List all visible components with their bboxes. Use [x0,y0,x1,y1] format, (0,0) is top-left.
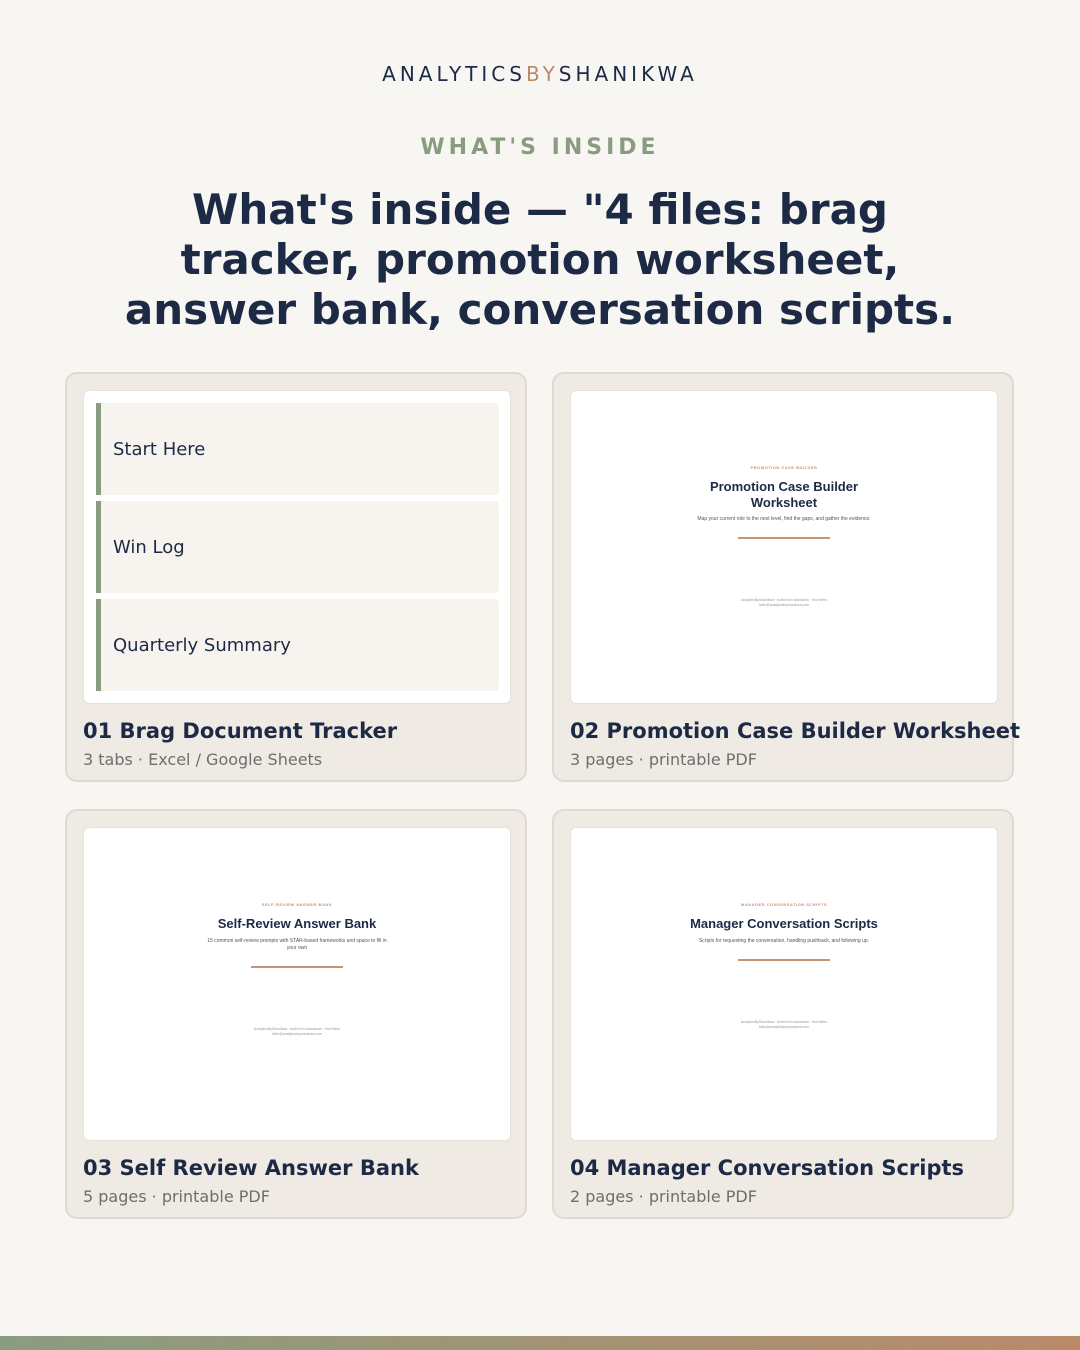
doc-eyebrow: SELF-REVIEW ANSWER BANK [261,902,333,907]
file-card-promotion-worksheet[interactable] [552,372,1021,782]
doc-title-line1: Self-Review Answer Bank [217,916,377,931]
doc-subtitle: Map your current role to the next level, find the gaps, and gather the evidence. [697,516,871,522]
doc-subtitle-line2: your own [286,945,308,951]
brand-part-shanikwa: SHANIKWA [558,62,698,86]
sheet-tab-win-log [96,501,499,593]
doc-footer-line2: hello@analyticsbyshanikwa.com [271,1032,323,1036]
section-eyebrow: WHAT'S INSIDE [420,135,660,160]
doc-divider [738,537,830,539]
document-thumbnail [83,827,511,1141]
card-meta: 2 pages · printable PDF [570,1187,757,1206]
doc-eyebrow: MANAGER CONVERSATION SCRIPTS [740,902,828,907]
brand-part-by: BY [525,62,559,86]
doc-title-line1: Promotion Case Builder [709,479,859,494]
sheet-tab-label: Win Log [113,536,185,558]
brand-wordmark [0,62,1080,86]
brand-part-analytics: ANALYTICS [382,62,526,86]
doc-divider [251,966,343,968]
doc-subtitle: Scripts for requesting the conversation, handling pushback, and following up. [698,938,870,944]
sheet-tab-label: Quarterly Summary [113,634,291,656]
doc-footer-line2: hello@analyticsbyshanikwa.com [758,1025,810,1029]
sheet-tab-label: Start Here [113,438,206,460]
file-card-conversation-scripts[interactable] [552,809,1014,1219]
doc-eyebrow: PROMOTION CASE BUILDER [750,465,818,470]
document-thumbnail [570,390,998,704]
card-meta: 3 tabs · Excel / Google Sheets [83,750,323,769]
footer-gradient-bar [0,1336,1080,1350]
page-headline: What's inside — "4 files: brag tracker, promotion worksheet, answer bank, conversation scripts. [124,185,956,334]
doc-footer-line1: AnalyticsByShanikwa · build from standards · find theirs [740,598,828,602]
card-title: 02 Promotion Case Builder Worksheet [570,719,1021,743]
doc-footer-line1: AnalyticsByShanikwa · build from standards · find theirs [253,1027,341,1031]
doc-divider [738,959,830,961]
doc-title-line2: Worksheet [750,495,818,510]
doc-footer-line2: hello@analyticsbyshanikwa.com [758,603,810,607]
file-card-brag-tracker[interactable] [65,372,527,782]
card-title: 03 Self Review Answer Bank [83,1156,419,1180]
card-title: 04 Manager Conversation Scripts [570,1156,965,1180]
card-meta: 5 pages · printable PDF [83,1187,270,1206]
doc-footer-line1: AnalyticsByShanikwa · build from standards · find theirs [740,1020,828,1024]
document-thumbnail [570,827,998,1141]
file-card-answer-bank[interactable] [65,809,527,1219]
sheet-tab-quarterly-summary [96,599,499,691]
doc-title-line1: Manager Conversation Scripts [690,916,878,931]
card-title: 01 Brag Document Tracker [83,719,398,743]
spreadsheet-preview [83,390,511,704]
card-meta: 3 pages · printable PDF [570,750,757,769]
doc-subtitle-line1: 15 common self-review prompts with STAR-based frameworks and space to fill in [207,938,387,944]
sheet-tab-start-here [96,403,499,495]
